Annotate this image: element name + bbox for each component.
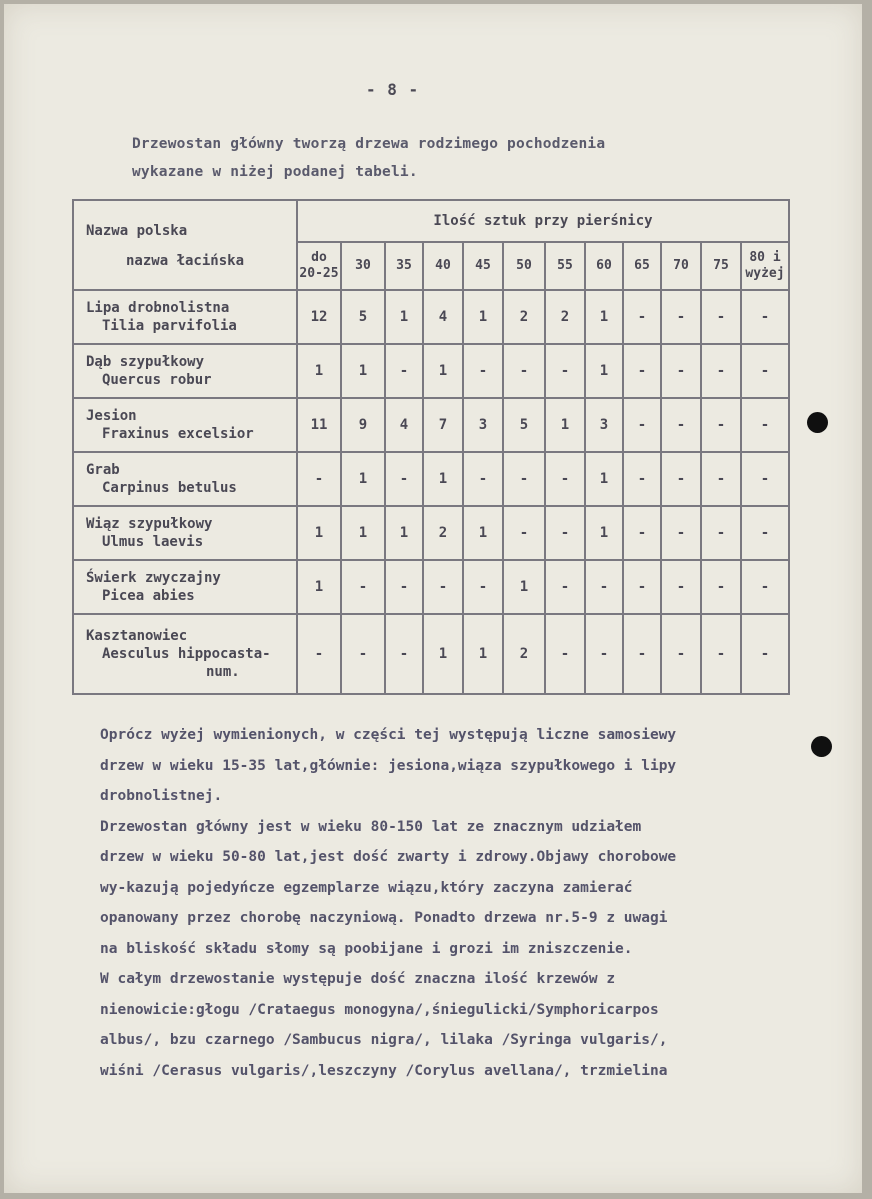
tree-count-table xyxy=(72,199,790,695)
count-cell: 1 xyxy=(585,506,623,560)
count-cell: - xyxy=(701,560,741,614)
polish-name: Wiąz szypułkowy xyxy=(86,516,213,532)
count-cell: - xyxy=(297,452,341,506)
count-cell: - xyxy=(585,560,623,614)
body-text-line: Drzewostan główny jest w wieku 80-150 lat ze znacznym udziałem xyxy=(100,818,642,835)
group-header: Ilość sztuk przy pierśnicy xyxy=(297,200,789,242)
count-cell: - xyxy=(741,452,789,506)
latin-name: Fraxinus excelsior xyxy=(102,426,254,442)
table-row xyxy=(73,344,789,398)
column-header: 45 xyxy=(463,242,503,290)
latin-name: Picea abies xyxy=(102,588,195,604)
latin-name: Ulmus laevis xyxy=(102,534,204,550)
count-cell: 1 xyxy=(341,452,385,506)
count-cell: - xyxy=(503,344,545,398)
count-cell: - xyxy=(661,344,701,398)
count-cell: - xyxy=(341,560,385,614)
polish-name: Lipa drobnolistna xyxy=(86,300,230,316)
count-cell: 1 xyxy=(423,614,463,694)
count-cell: - xyxy=(623,398,661,452)
count-cell: - xyxy=(545,452,585,506)
page-number: - 8 - xyxy=(366,80,420,99)
count-cell: 1 xyxy=(341,344,385,398)
count-cell: - xyxy=(623,506,661,560)
count-cell: 1 xyxy=(463,290,503,344)
column-header: 80 i wyżej xyxy=(741,242,789,290)
document-page xyxy=(4,4,862,1193)
count-cell: - xyxy=(623,560,661,614)
count-cell: - xyxy=(297,614,341,694)
latin-name-continued: num. xyxy=(206,664,240,680)
table-row xyxy=(73,290,789,344)
body-text-line: na bliskość składu słomy są poobijane i grozi im zniszczenie. xyxy=(100,940,633,957)
body-text-line: drobnolistnej. xyxy=(100,788,223,804)
species-name-cell xyxy=(73,614,297,694)
count-cell: 4 xyxy=(385,398,423,452)
count-cell: - xyxy=(741,614,789,694)
count-cell: - xyxy=(463,344,503,398)
name-header xyxy=(73,200,297,290)
species-name-cell xyxy=(73,344,297,398)
count-cell: 5 xyxy=(341,290,385,344)
table-row xyxy=(73,506,789,560)
table-row xyxy=(73,452,789,506)
count-cell: - xyxy=(661,398,701,452)
column-header: 70 xyxy=(661,242,701,290)
intro-line-1: Drzewostan główny tworzą drzewa rodzimego pochodzenia xyxy=(132,136,606,152)
table-row xyxy=(73,398,789,452)
count-cell: 1 xyxy=(503,560,545,614)
count-cell: 1 xyxy=(463,506,503,560)
count-cell: 7 xyxy=(423,398,463,452)
column-header: 40 xyxy=(423,242,463,290)
column-header: 35 xyxy=(385,242,423,290)
count-cell: 1 xyxy=(297,344,341,398)
latin-name: Quercus robur xyxy=(102,372,212,388)
count-cell: - xyxy=(385,560,423,614)
latin-name: Aesculus hippocasta- xyxy=(102,646,271,662)
species-name-cell xyxy=(73,452,297,506)
count-cell: 1 xyxy=(585,290,623,344)
count-cell: - xyxy=(741,344,789,398)
count-cell: - xyxy=(545,344,585,398)
count-cell: - xyxy=(741,506,789,560)
count-cell: - xyxy=(701,452,741,506)
count-cell: 1 xyxy=(385,506,423,560)
polish-name: Dąb szypułkowy xyxy=(86,354,205,370)
count-cell: 1 xyxy=(297,560,341,614)
count-cell: - xyxy=(701,398,741,452)
polish-name: Jesion xyxy=(86,408,137,424)
count-cell: 1 xyxy=(423,452,463,506)
count-cell: 3 xyxy=(463,398,503,452)
count-cell: - xyxy=(701,344,741,398)
body-text-line: drzew w wieku 15-35 lat,głównie: jesiona,wiąza szypułkowego i lipy xyxy=(100,757,677,774)
count-cell: - xyxy=(585,614,623,694)
body-text-line: Oprócz wyżej wymienionych, w części tej występują liczne samosiewy xyxy=(100,727,677,743)
column-header: 60 xyxy=(585,242,623,290)
polish-name: Kasztanowiec xyxy=(86,628,188,644)
column-header: 55 xyxy=(545,242,585,290)
polish-name: Świerk zwyczajny xyxy=(86,570,221,586)
count-cell: - xyxy=(741,290,789,344)
count-cell: 12 xyxy=(297,290,341,344)
count-cell: 1 xyxy=(585,452,623,506)
count-cell: - xyxy=(661,290,701,344)
body-text-line: opanowany przez chorobę naczyniową. Ponadto drzewa nr.5-9 z uwagi xyxy=(100,910,668,926)
count-cell: - xyxy=(623,290,661,344)
count-cell: - xyxy=(545,560,585,614)
intro-line-2: wykazane w niżej podanej tabeli. xyxy=(132,164,418,180)
species-name-cell xyxy=(73,506,297,560)
name-header-polish: Nazwa polska xyxy=(86,223,188,239)
count-cell: - xyxy=(545,506,585,560)
column-header: 50 xyxy=(503,242,545,290)
column-header: 75 xyxy=(701,242,741,290)
body-text-line: nienowicie:głogu /Crataegus monogyna/,śniegulicki/Symphoricarpos xyxy=(100,1001,659,1018)
count-cell: 1 xyxy=(585,344,623,398)
count-cell: - xyxy=(385,614,423,694)
count-cell: 2 xyxy=(545,290,585,344)
latin-name: Carpinus betulus xyxy=(102,480,237,496)
count-cell: 5 xyxy=(503,398,545,452)
count-cell: 9 xyxy=(341,398,385,452)
count-cell: - xyxy=(661,560,701,614)
body-text-line: albus/, bzu czarnego /Sambucus nigra/, lilaka /Syringa vulgaris/, xyxy=(100,1032,668,1048)
latin-name: Tilia parvifolia xyxy=(102,318,237,334)
count-cell: - xyxy=(423,560,463,614)
count-cell: - xyxy=(341,614,385,694)
count-cell: - xyxy=(701,506,741,560)
body-text xyxy=(100,720,820,1086)
count-cell: 11 xyxy=(297,398,341,452)
punch-hole xyxy=(811,736,832,757)
species-name-cell xyxy=(73,560,297,614)
body-text-line: W całym drzewostanie występuje dość znaczna ilość krzewów z xyxy=(100,971,616,987)
count-cell: - xyxy=(545,614,585,694)
count-cell: - xyxy=(623,452,661,506)
body-text-line: drzew w wieku 50-80 lat,jest dość zwarty i zdrowy.Objawy chorobowe xyxy=(100,849,677,865)
count-cell: 1 xyxy=(423,344,463,398)
count-cell: 2 xyxy=(423,506,463,560)
count-cell: 1 xyxy=(297,506,341,560)
count-cell: 4 xyxy=(423,290,463,344)
count-cell: 3 xyxy=(585,398,623,452)
count-cell: - xyxy=(741,560,789,614)
column-header: 65 xyxy=(623,242,661,290)
table-row xyxy=(73,560,789,614)
count-cell: - xyxy=(661,614,701,694)
table-row xyxy=(73,614,789,694)
count-cell: - xyxy=(503,452,545,506)
punch-hole xyxy=(807,412,828,433)
count-cell: - xyxy=(385,344,423,398)
body-text-line: wiśni /Cerasus vulgaris/,leszczyny /Corylus avellana/, trzmielina xyxy=(100,1062,668,1079)
species-name-cell xyxy=(73,290,297,344)
count-cell: 1 xyxy=(545,398,585,452)
species-name-cell xyxy=(73,398,297,452)
count-cell: - xyxy=(385,452,423,506)
count-cell: - xyxy=(503,506,545,560)
count-cell: - xyxy=(623,614,661,694)
count-cell: 2 xyxy=(503,290,545,344)
column-header: do 20-25 xyxy=(297,242,341,290)
intro-paragraph xyxy=(132,130,792,186)
count-cell: 1 xyxy=(341,506,385,560)
count-cell: 1 xyxy=(463,614,503,694)
count-cell: - xyxy=(661,452,701,506)
count-cell: - xyxy=(701,290,741,344)
polish-name: Grab xyxy=(86,462,120,478)
count-cell: - xyxy=(661,506,701,560)
count-cell: - xyxy=(463,560,503,614)
column-header: 30 xyxy=(341,242,385,290)
name-header-latin: nazwa łacińska xyxy=(126,253,245,269)
count-cell: - xyxy=(463,452,503,506)
count-cell: 2 xyxy=(503,614,545,694)
count-cell: - xyxy=(741,398,789,452)
count-cell: - xyxy=(701,614,741,694)
count-cell: 1 xyxy=(385,290,423,344)
count-cell: - xyxy=(623,344,661,398)
body-text-line: wy-kazują pojedyńcze egzemplarze wiązu,który zaczyna zamierać xyxy=(100,879,633,896)
